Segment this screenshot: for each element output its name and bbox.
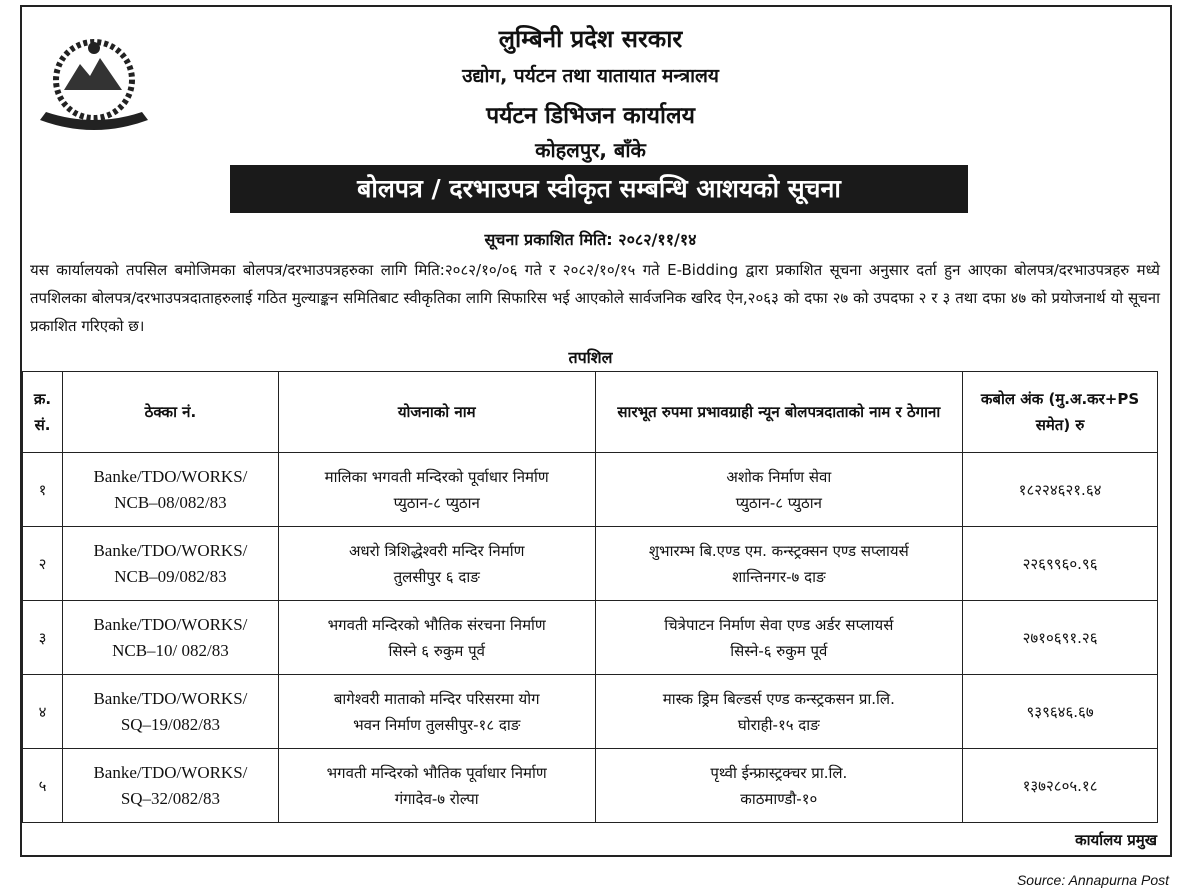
cell-sn: १: [23, 453, 63, 527]
header-project: योजनाको नाम: [278, 372, 595, 453]
cell-bidder: [595, 749, 963, 823]
contract-line-1: Banke/TDO/WORKS/: [93, 688, 248, 708]
bidder-line-2: सिस्ने-६ रुकुम पूर्व: [730, 641, 828, 660]
bidder-line-2: घोराही-१५ दाङ: [737, 715, 820, 734]
bidder-line-1: अशोक निर्माण सेवा: [726, 467, 832, 486]
cell-bidder: [595, 601, 963, 675]
bidder-line-2: शान्तिनगर-७ दाङ: [732, 567, 826, 586]
cell-project: [278, 675, 595, 749]
contract-line-2: SQ–19/082/83: [120, 714, 221, 734]
table-row: [23, 749, 1158, 823]
bidder-line-2: काठमाण्डौ-१०: [740, 789, 818, 808]
office-name: पर्यटन डिभिजन कार्यालय: [486, 103, 695, 129]
cell-sn: २: [23, 527, 63, 601]
header-amount: कबोल अंक (मु.अ.कर+PS समेत) रु: [963, 372, 1158, 453]
cell-project: [278, 453, 595, 527]
contract-line-2: SQ–32/082/83: [120, 788, 221, 808]
project-line-1: मालिका भगवती मन्दिरको पूर्वाधार निर्माण: [324, 467, 549, 486]
bidder-line-1: पृथ्वी ईन्फ्रास्ट्रक्चर प्रा.लि.: [710, 763, 848, 782]
signatory: कार्यालय प्रमुख: [1075, 831, 1157, 849]
bid-table: [22, 371, 1158, 823]
bidder-line-2: प्युठान-८ प्युठान: [735, 493, 822, 512]
cell-contract: [62, 601, 278, 675]
table-row: [23, 675, 1158, 749]
cell-amount: २७१०६९१.२६: [963, 601, 1158, 675]
header-bidder: सारभूत रुपमा प्रभावग्राही न्यून बोलपत्रदाताको नाम र ठेगाना: [595, 372, 963, 453]
contract-line-1: Banke/TDO/WORKS/: [93, 466, 248, 486]
cell-project: [278, 601, 595, 675]
cell-contract: [62, 749, 278, 823]
notice-paragraph: यस कार्यालयको तपसिल बमोजिमका बोलपत्र/दरभाउपत्रहरुका लागि मिति:२०८२/१०/०६ गते र २०८२/१०/१५ गते E-Bidding द्वारा प्रकाशित सूचना अनुसार दर्ता हुन आएका बोलपत्र/दरभाउपत्रहरु मध्ये तपशिलका बोलपत्र/दरभाउपत्रदाताहरुलाई गठित मुल्याङ्कन समितिबाट स्वीकृतिका लागि सिफारिस भई आएकोले सार्वजनिक खरिद ऐन,२०६३ को दफा २७ को उपदफा २ र ३ तथा दफा ४७ को प्रयोजनार्थ यो सूचना प्रकाशित गरिएको छ।: [30, 261, 1160, 335]
cell-bidder: [595, 453, 963, 527]
header-contract: ठेक्का नं.: [62, 372, 278, 453]
cell-contract: [62, 675, 278, 749]
table-row: [23, 601, 1158, 675]
cell-contract: [62, 527, 278, 601]
cell-amount: १३७२८०५.१८: [963, 749, 1158, 823]
cell-sn: ३: [23, 601, 63, 675]
project-line-1: भगवती मन्दिरको भौतिक पूर्वाधार निर्माण: [326, 763, 547, 782]
cell-sn: ५: [23, 749, 63, 823]
table-row: [23, 453, 1158, 527]
project-line-2: भवन निर्माण तुलसीपुर-१८ दाङ: [353, 715, 521, 734]
cell-amount: २२६९९६०.९६: [963, 527, 1158, 601]
bidder-line-1: शुभारम्भ बि.एण्ड एम. कन्स्ट्रक्सन एण्ड सप्लायर्स: [648, 541, 909, 560]
province-name: लुम्बिनी प्रदेश सरकार: [498, 25, 683, 53]
project-line-2: गंगादेव-७ रोल्पा: [394, 789, 479, 808]
project-line-1: अधरो त्रिशिद्धेश्वरी मन्दिर निर्माण: [348, 541, 525, 560]
contract-line-2: NCB–09/082/83: [114, 566, 227, 586]
contract-line-1: Banke/TDO/WORKS/: [93, 540, 248, 560]
cell-bidder: [595, 675, 963, 749]
project-line-2: प्युठान-८ प्युठान: [393, 493, 480, 512]
cell-amount: ९३९६४६.६७: [963, 675, 1158, 749]
notice-title: बोलपत्र / दरभाउपत्र स्वीकृत सम्बन्धि आशयको सूचना: [230, 165, 968, 213]
bidder-line-1: चित्रेपाटन निर्माण सेवा एण्ड अर्डर सप्लायर्स: [664, 615, 894, 634]
project-line-2: सिस्ने ६ रुकुम पूर्व: [388, 641, 485, 660]
project-line-2: तुलसीपुर ६ दाङ: [393, 567, 480, 586]
cell-project: [278, 527, 595, 601]
table-title: तपशिल: [568, 348, 613, 367]
contract-line-1: Banke/TDO/WORKS/: [93, 614, 248, 634]
cell-bidder: [595, 527, 963, 601]
contract-line-2: NCB–08/082/83: [114, 492, 227, 512]
cell-sn: ४: [23, 675, 63, 749]
source-credit: Source: Annapurna Post: [1016, 872, 1169, 888]
project-line-1: भगवती मन्दिरको भौतिक संरचना निर्माण: [327, 615, 546, 634]
cell-amount: १८२२४६२१.६४: [963, 453, 1158, 527]
cell-contract: [62, 453, 278, 527]
ministry-name: उद्योग, पर्यटन तथा यातायात मन्त्रालय: [462, 65, 719, 87]
table-row: [23, 527, 1158, 601]
contract-line-2: NCB–10/ 082/83: [112, 640, 229, 660]
table-header-row: [23, 372, 1158, 453]
published-date: सूचना प्रकाशित मिति: २०८२/११/१४: [484, 230, 697, 249]
office-location: कोहलपुर, बाँके: [535, 138, 646, 162]
contract-line-1: Banke/TDO/WORKS/: [93, 762, 248, 782]
cell-project: [278, 749, 595, 823]
project-line-1: बागेश्वरी माताको मन्दिर परिसरमा योग: [333, 689, 540, 708]
header-sn: क्र. सं.: [23, 372, 63, 453]
bidder-line-1: मास्क ड्रिम बिल्डर्स एण्ड कन्स्ट्रकसन प्रा.लि.: [662, 689, 895, 708]
